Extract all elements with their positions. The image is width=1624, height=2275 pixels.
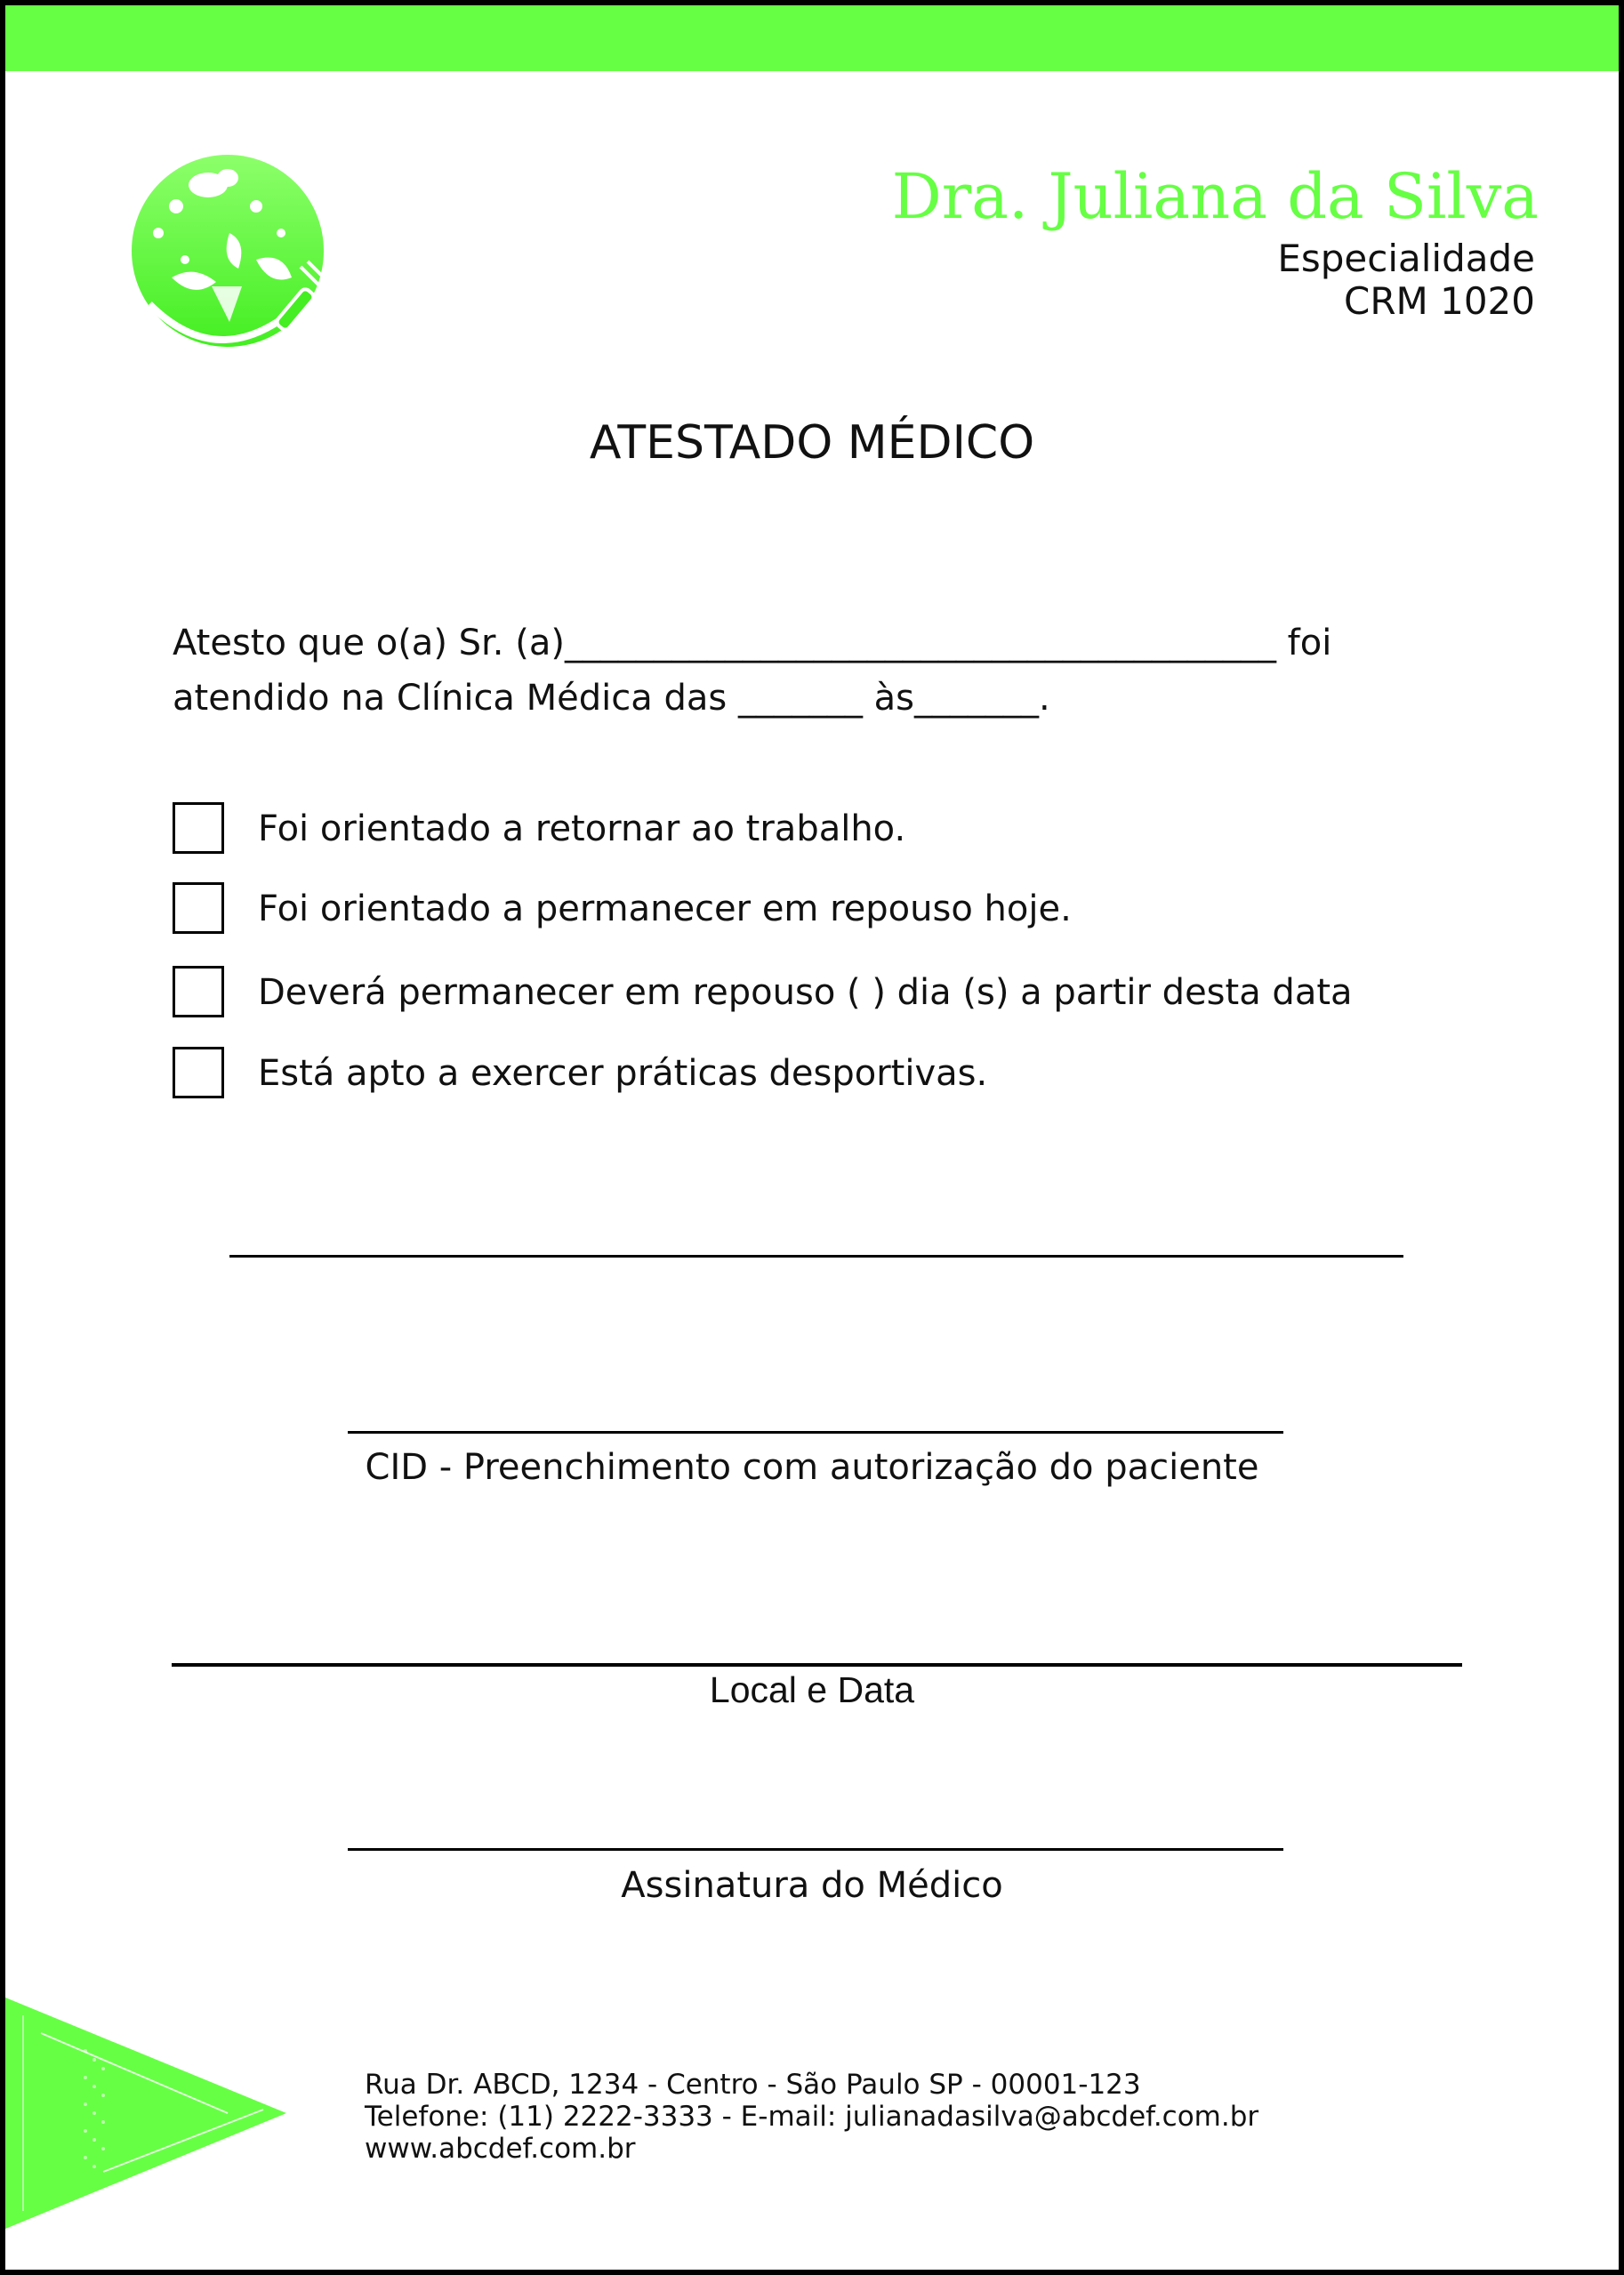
statement-line-2: atendido na Clínica Médica das _______ às_______. xyxy=(173,678,1050,719)
cid-signature-line[interactable] xyxy=(348,1431,1283,1434)
doctor-signature-label: Assinatura do Médico xyxy=(621,1865,1003,1906)
option-checkbox[interactable] xyxy=(173,1047,224,1098)
doctor-name: Dra. Juliana da Silva xyxy=(891,160,1539,233)
food-leaves-fork-logo-icon xyxy=(123,153,333,354)
option-checkbox[interactable] xyxy=(173,882,224,934)
option-label: Foi orientado a permanecer em repouso hoje. xyxy=(258,888,1072,929)
place-date-label: Local e Data xyxy=(709,1669,915,1710)
option-label: Deverá permanecer em repouso ( ) dia (s) a partir desta data xyxy=(258,972,1353,1013)
statement-line-1: Atesto que o(a) Sr. (a)________________________________________ foi xyxy=(173,623,1332,663)
document-title: ATESTADO MÉDICO xyxy=(589,416,1035,470)
doctor-signature-line[interactable] xyxy=(348,1848,1283,1851)
doctor-specialty: Especialidade xyxy=(1277,237,1535,280)
option-label: Está apto a exercer práticas desportivas. xyxy=(258,1053,988,1094)
option-label: Foi orientado a retornar ao trabalho. xyxy=(258,808,906,849)
option-checkbox[interactable] xyxy=(173,802,224,854)
top-accent-bar xyxy=(5,5,1619,71)
footer-address: Rua Dr. ABCD, 1234 - Centro - São Paulo SP - 00001-123 xyxy=(365,2069,1141,2101)
footer-contact-info xyxy=(365,2069,1258,2165)
doctor-crm: CRM 1020 xyxy=(1344,279,1535,323)
blank-line-field[interactable] xyxy=(229,1255,1403,1258)
footer-website[interactable]: www.abcdef.com.br xyxy=(365,2133,636,2165)
option-checkbox[interactable] xyxy=(173,966,224,1017)
cid-label: CID - Preenchimento com autorização do paciente xyxy=(365,1447,1259,1488)
certificate-statement xyxy=(173,615,1471,726)
place-date-line[interactable] xyxy=(172,1663,1462,1667)
footer-contact: Telefone: (11) 2222-3333 - E-mail: julianadasilva@abcdef.com.br xyxy=(365,2101,1259,2133)
triangle-decoration-icon xyxy=(5,1998,299,2238)
